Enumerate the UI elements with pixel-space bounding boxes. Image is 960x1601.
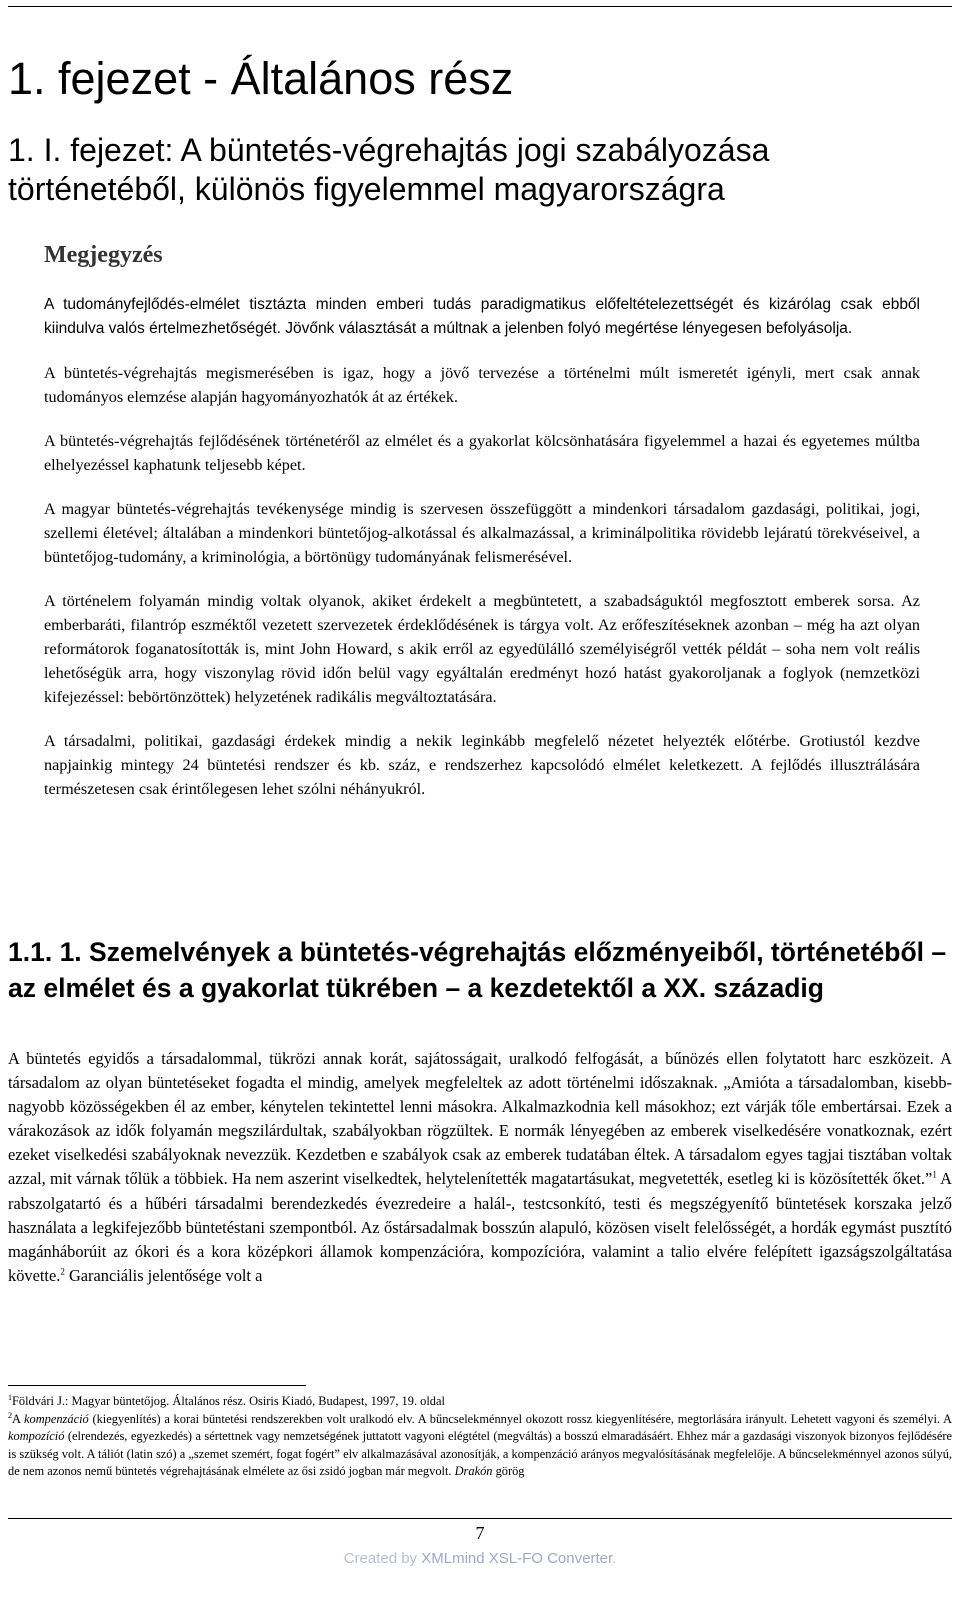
generator-brand-link[interactable]: XMLmind XSL-FO Converter [421, 1550, 613, 1567]
body-paragraph [8, 1047, 952, 1288]
footnote-separator [8, 1385, 306, 1386]
footnote-term: kompozíció [8, 1429, 65, 1443]
footnote-text: Földvári J.: Magyar büntetőjog. Általános rész. Osiris Kiadó, Budapest, 1997, 19. oldal [12, 1394, 445, 1408]
footnote-term: kompenzáció [24, 1411, 89, 1426]
body-text-part: A rabszolgatartó és a hűbéri társadalmi berendezkedés évezredeire a halál-, testcsonkító, testi és megszégyenítő büntetések korszaka jelző használata a legkifejezőbb büntetéstani szempontból. Az őstársadalmak bosszún alapuló, közösen viselt felelősségét, a hordák egymást pusztító magánháborúit az ókori és a kora középkori államok kompenzációra, kompozícióra, valamint a talio elvére felépített igazságszolgáltatása követte. [8, 1169, 952, 1285]
footnote-ref-1[interactable]: 1 [932, 1170, 937, 1180]
note-paragraph: A társadalmi, politikai, gazdasági érdekek mindig a nekik leginkább megfelelő nézetet helyezték előtérbe. Grotiustól kezdve napjainkig mintegy 24 büntetési rendszer és kb. száz, e rendszerhez kapcsolódó elmélet keletkezett. A fejlődés illusztrálására természetesen csak érintőlegesen lehet szólni néhányukról. [44, 732, 920, 798]
footnote-term: Drakón [454, 1464, 493, 1478]
footnote-2 [8, 1411, 952, 1481]
body-text-part: Garanciális jelentősége volt a [64, 1265, 263, 1285]
bottom-rule [8, 1518, 952, 1519]
note-paragraph: A történelem folyamán mindig voltak olyanok, akiket érdekelt a megbüntetett, a szabadságuktól megfosztott emberek sorsa. Az emberbaráti, filantróp eszméktől vezetett szervezetek érdeklődésének is tárgya volt. Az erőfeszítéseknek azonban – még ha azt olyan reformátorok foganatosították is, mint John Howard, s akik erről az egyedülálló személyiségről vették példát – soha nem volt reális lehetőségük arra, hogy viszonylag rövid időn belül vagy egyáltalán eredményt hozó hatást gyakoroljanak a foglyok (nemzetközi kifejezéssel: bebörtönzöttek) helyzetének radikális megváltoztatására. [44, 592, 920, 706]
footnote-mark: 2 [8, 1410, 12, 1420]
chapter-title: 1. fejezet - Általános rész [8, 53, 514, 104]
top-rule [8, 6, 952, 7]
note-box [44, 293, 920, 821]
page-number: 7 [475, 1523, 485, 1543]
note-paragraph: A büntetés-végrehajtás fejlődésének történetéről az elmélet és a gyakorlat kölcsönhatására figyelemmel a hazai és egyetemes múltba elhelyezéssel kaphatunk teljesebb képet. [44, 432, 920, 474]
footnote-1 [8, 1393, 952, 1411]
note-paragraph: A tudományfejlődés-elmélet tisztázta minden emberi tudás paradigmatikus előfeltételezettségét és kizárólag csak ebből kiindulva valós értelmezhetőségét. Jövőnk választását a múltnak a jelenben folyó megértése lényegesen befolyásolja. [44, 296, 920, 337]
footnote-mark: 1 [8, 1392, 12, 1402]
generator-prefix: Created by [343, 1550, 422, 1567]
section-title: 1. I. fejezet: A büntetés-végrehajtás jogi szabályozása történetéből, különös figyelemmel magyarországra [8, 132, 770, 207]
subsection-title: 1.1. 1. Szemelvények a büntetés-végrehajtás előzményeiből, történetéből – az elmélet és a gyakorlat tükrében – a kezdetektől a XX. századig [8, 937, 947, 1003]
footnote-ref-2[interactable]: 2 [60, 1266, 65, 1277]
generator-suffix: . [612, 1550, 617, 1567]
generator-footer [0, 1549, 960, 1569]
footnotes [8, 1393, 952, 1481]
note-paragraph: A magyar büntetés-végrehajtás tevékenysége mindig is szervesen összefüggött a mindenkori társadalom gazdasági, politikai, jogi, szellemi életével; általában a mindenkori büntetőjog-alkotással és alkalmazással, a kriminálpolitika rövidebb lejáratú törekvéseivel, a büntetőjog-tudomány, a kriminológia, a börtönügy tudományának felismerésével. [44, 500, 920, 566]
footnote-text: görög [492, 1464, 525, 1478]
footnote-text: (elrendezés, egyezkedés) a sértettnek vagy nemzetségének juttatott vagyoni elégtétel (megváltás) a bosszú elmaradásáért. Ehhez már a gazdasági viszonyok bizonyos fejlődésére is szükség volt. A táliót (latin szó) a „szemet szemért, fogat fogért” elv alkalmazásával azonosítják, a kompenzáció arányos megvalósításának megfelelője. A bűncselekménnyel azonos súlyú, de nem azonos nemű büntetés végrehajtásának elmélete az ősi zsidó jogban már megvolt. [8, 1429, 952, 1478]
note-paragraph: A büntetés-végrehajtás megismerésében is igaz, hogy a jövő tervezése a történelmi múlt ismeretét igényli, mert csak annak tudományos elemzése alapján hagyományozhatók át az értékek. [44, 364, 920, 406]
footnote-text: A [12, 1411, 25, 1426]
body-text-part: A büntetés egyidős a társadalommal, tükrözi annak korát, sajátosságait, uralkodó felfogását, a bűnözés ellen folytatott harc eszközeit. A társadalom az olyan büntetéseket fogadta el mindig, amelyek megfeleltek az adott történelmi időszaknak. „Amióta a társadalomban, kisebb-nagyobb közösségekben él az ember, kénytelen tekintettel lenni másokra. Alkalmazkodnia kell másokhoz; ezt várják tőle embertársai. Ezek a várakozások az idők folyamán megszilárdultak, szabályokban rögzültek. E normák lényegében az emberek viselkedésére vonatkoznak, ezért ezeket viselkedési szabályoknak nevezzük. Kezdetben e szabályok csak az emberek tudatában éltek. A társadalom egyes tagjai tisztában voltak azzal, mit várnak tőlük a többiek. Ha nem aszerint viselkedtek, helytelenítették magatartásukat, megvetették, esetleg ki is közösítették őket.” [8, 1049, 952, 1189]
footnote-text: (kiegyenlítés) a korai büntetési rendszerekben volt uralkodó elv. A bűncselekménnyel okozott rossz kiegyenlítésére, megtorlására irányult. Lehetett vagyoni és személyi. A [88, 1411, 952, 1426]
note-heading: Megjegyzés [44, 242, 163, 268]
